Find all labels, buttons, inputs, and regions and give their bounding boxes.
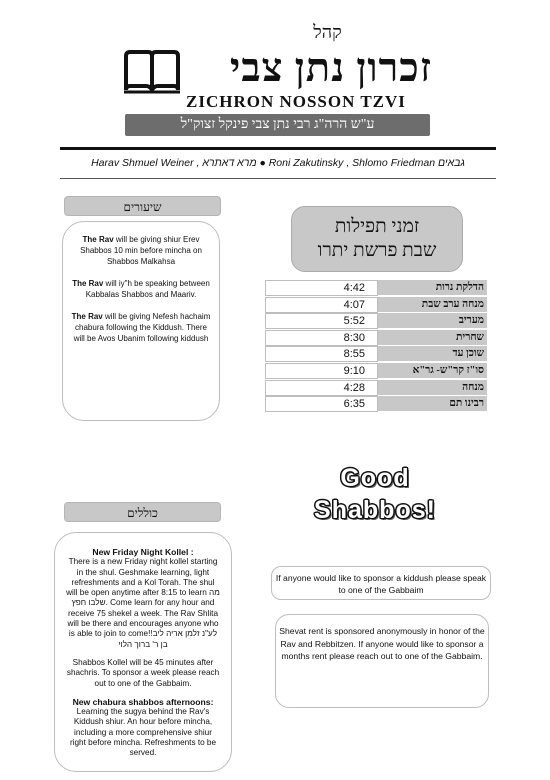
zman-time: 9:10 [265, 363, 378, 379]
shiur-item-2 [71, 278, 211, 300]
shiur-item-lead: The Rav [71, 312, 103, 321]
shiur-item-1 [71, 234, 211, 267]
shiur-item-text: will be giving shiur Erev Shabbos 10 min before mincha on Shabbos Malkahsa [80, 235, 202, 266]
zman-name: הדלקת נרות [378, 280, 487, 296]
parsha-title: שבת פרשת יתרו [317, 240, 437, 261]
zman-name: סו"ז קר"ש- גר"א [378, 363, 487, 379]
open-book-icon [122, 50, 182, 94]
shiur-item-text: will iy"h be speaking between Kabbalas Shabbos and Maariv. [85, 279, 210, 299]
zman-name: רבינו תם [378, 396, 487, 412]
zman-time: 6:35 [265, 396, 378, 412]
dedication-banner: ע"ש הרה"ג רבי נתן צבי פינקל זצוק"ל [125, 114, 430, 136]
zman-name: מנחה [378, 380, 487, 396]
friday-kollel-text: There is a new Friday night kollel starting in the shul. Geshmake learning, light refreshments and a Kol Torah. The shul will be open anytime after 8:15 to learn מה שלבו חפץ. Come learn for any hour and receive 75 shekel a week. The Rav Shlita will be there and encourages anyone who is able to join to come!!לע"נ זלמן אריה ליב בן ר' ברוך הלוי [66, 557, 220, 649]
zman-time: 8:55 [265, 346, 378, 362]
greeting-line-1: Good [340, 464, 410, 492]
kahal-label: קהל [313, 22, 342, 42]
zman-name: מעריב [378, 313, 487, 329]
zmanim-row [265, 297, 487, 313]
zmanim-row [265, 346, 487, 362]
zmanim-row [265, 280, 487, 296]
zman-name: שוכן עד [378, 346, 487, 362]
congregation-name-english: ZICHRON NOSSON TZVI [186, 92, 406, 111]
zman-time: 4:28 [265, 380, 378, 396]
zman-name: שחרית [378, 330, 487, 346]
friday-kollel-title: New Friday Night Kollel : [92, 547, 194, 557]
header-divider [60, 147, 496, 150]
header-divider-thin [60, 178, 496, 179]
gabbaim-line: Harav Shmuel Weiner , מרא דאתרא ● Roni Zakutinsky , Shlomo Friedman גבאים [91, 157, 465, 169]
zman-time: 5:52 [265, 313, 378, 329]
zman-name: מנחה ערב שבת [378, 297, 487, 313]
kollel-header: כוללים [64, 502, 221, 522]
logo [122, 46, 432, 94]
zman-time: 4:42 [265, 280, 378, 296]
zmanim-header [291, 206, 463, 272]
chabura-text: Learning the sugya behind the Rav's Kiddush shiur. An hour before mincha, including a more comprehensive shiur right before mincha. Refreshments to be served. [69, 707, 217, 758]
chabura-title: New chabura shabbos afternoons: [72, 696, 214, 707]
congregation-name-hebrew: זכרון נתן צבי [229, 45, 432, 90]
shiur-item-3 [71, 311, 211, 344]
shiur-item-lead: The Rav [82, 235, 114, 244]
shiur-item-lead: The Rav [72, 279, 104, 288]
zmanim-row [265, 380, 487, 396]
sponsor-kiddush-notice: If anyone would like to sponsor a kiddush please speak to one of the Gabbaim [271, 566, 491, 600]
zman-time: 8:30 [265, 330, 378, 346]
zman-time: 4:07 [265, 297, 378, 313]
zmanim-title: זמני תפילות [334, 216, 420, 237]
zmanim-row [265, 330, 487, 346]
shiur-item-text: will be giving Nefesh hachaim chabura following the Kiddush. There will be Avos Ubanim following kiddush [73, 312, 211, 343]
zmanim-table [265, 280, 487, 413]
shabbos-kollel-text: Shabbos Kollel will be 45 minutes after shachris. To sponsor a week please reach out to one of the Gabbaim. [66, 657, 220, 688]
zmanim-row [265, 363, 487, 379]
zmanim-row [265, 396, 487, 412]
shiurim-box [62, 221, 220, 421]
shiurim-header: שיעורים [64, 196, 221, 216]
kollel-box [54, 532, 232, 772]
good-shabbos-greeting [290, 462, 460, 526]
zmanim-row [265, 313, 487, 329]
rent-notice: Shevat rent is sponsored anonymously in honor of the Rav and Rebbitzen. If anyone would like to sponsor a months rent please reach out to one of the Gabbaim. [275, 614, 489, 708]
greeting-line-2: Shabbos! [314, 496, 436, 524]
